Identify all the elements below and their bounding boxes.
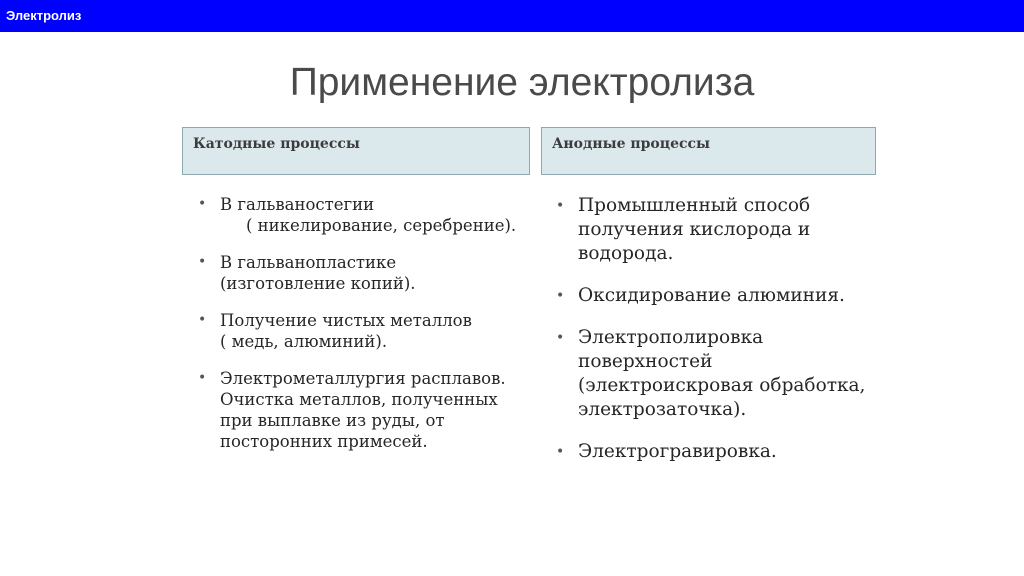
list-item (556, 284, 886, 308)
list-item-text: В гальванопластике (220, 253, 397, 272)
bullet-icon: • (556, 198, 565, 214)
list-item-text: ( никелирование, серебрение). (246, 216, 517, 235)
top-bar-title: Электролиз (6, 8, 82, 23)
list-item-text: (изготовление копий). (220, 274, 416, 293)
bullet-icon: • (556, 330, 565, 346)
bullet-icon: • (198, 196, 207, 212)
bullet-icon: • (198, 370, 207, 386)
slide-title: Применение электролиза (289, 61, 755, 104)
cathode-processes-header: Катодные процессы (182, 127, 530, 175)
list-item (198, 310, 528, 352)
bullet-icon: • (198, 312, 207, 328)
anode-processes-list (556, 194, 886, 482)
list-item-text: Получение чистых металлов (220, 311, 472, 330)
list-item-text: Очистка металлов, полученных (220, 390, 498, 409)
list-item-text: посторонних примесей. (220, 432, 428, 451)
list-item-text: Оксидирование алюминия. (578, 285, 845, 306)
list-item-text: поверхностей (578, 351, 713, 372)
list-item (556, 440, 886, 464)
list-item (198, 194, 528, 236)
list-item (198, 368, 528, 452)
list-item-text: (электроискровая обработка, (578, 375, 866, 396)
list-item-text: электрозаточка). (578, 399, 747, 420)
bullet-icon: • (556, 288, 565, 304)
bullet-icon: • (556, 444, 565, 460)
cathode-processes-list (198, 194, 528, 468)
top-bar (0, 0, 1024, 32)
list-item-text: ( медь, алюминий). (220, 332, 388, 351)
list-item-text: Промышленный способ (578, 195, 811, 216)
list-item-text: получения кислорода и (578, 219, 811, 240)
list-item-text: В гальваностегии (220, 195, 375, 214)
anode-processes-header: Анодные процессы (541, 127, 876, 175)
list-item (556, 326, 886, 422)
bullet-icon: • (198, 254, 207, 270)
list-item-text: Электрогравировка. (578, 441, 777, 462)
list-item-text: водорода. (578, 243, 674, 264)
list-item-text: Электрометаллургия расплавов. (220, 369, 506, 388)
list-item-text: при выплавке из руды, от (220, 411, 445, 430)
list-item-text: Электрополировка (578, 327, 764, 348)
list-item (198, 252, 528, 294)
list-item (556, 194, 886, 266)
